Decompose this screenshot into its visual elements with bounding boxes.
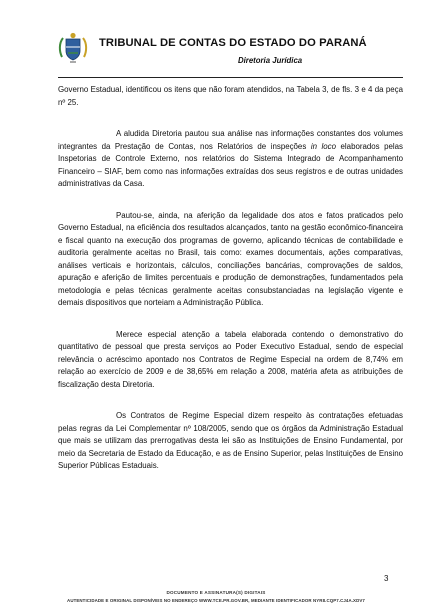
paragraph-1 [58, 128, 403, 191]
org-title: TRIBUNAL DE CONTAS DO ESTADO DO PARANÁ [99, 37, 367, 49]
footer-line-1: DOCUMENTO E ASSINATURA(S) DIGITAIS [166, 590, 266, 595]
document-header [58, 31, 398, 77]
paragraph-3: Merece especial atenção a tabela elaborada contendo o demonstrativo do quantitativo de pessoal que presta serviços ao Poder Executivo Estadual, sendo de especial relevância o acréscimo apontado nos Contratos de Regime Especial na ordem de 8,74% em relação ao exercício de 2009 e de 38,65% em relação a 2008, matéria afeta as atribuições de fiscalização desta Diretoria. [58, 329, 403, 389]
paragraph-1-text-b: elaborados pelas Inspetorias de Controle Externo, nos relatórios do Sistema Integrado de Acompanhamento Financeiro – SIAF, bem como nas informações extraídas dos seus registros e de outras unidades administrativas da Casa. [58, 141, 403, 188]
paragraph-4: Os Contratos de Regime Especial dizem respeito às contratações efetuadas pelas regras da Lei Complementar nº 108/2005, sendo que os órgãos da Administração Estadual que mais se utilizam das prerrogativas desta lei são as Instituições de Ensino Fundamental, por meio da Secretaria de Estado da Educação, e as de Ensino Superior, pelas Instituições de Ensino Superior Públicas Estaduais. [58, 411, 403, 470]
document-body [58, 84, 403, 473]
header-divider [58, 77, 403, 78]
paragraph-0: Governo Estadual, identificou os itens que não foram atendidos, na Tabela 3, de fls. 3 e 4 da peça nº 25. [58, 85, 403, 107]
footer-line-2: AUTENTICIDADE E ORIGINAL DISPONÍVEIS NO ENDEREÇO WWW.TCE.PR.GOV.BR, MEDIANTE IDENTIFICADOR NYR8.CQP7.CJ4A.XDV7 [67, 598, 365, 603]
paragraph-1-italic: in loco [310, 141, 336, 151]
page-number: 3 [384, 574, 389, 583]
department-name: Diretoria Jurídica [238, 56, 303, 65]
parana-coat-of-arms-icon [58, 31, 88, 65]
paragraph-1-text-a: A aludida Diretoria pautou sua análise nas informações constantes dos volumes integrantes da Prestação de Contas, nos Relatórios de inspeções [58, 129, 403, 151]
paragraph-2: Pautou-se, ainda, na aferição da legalidade dos atos e fatos praticados pelo Governo Estadual, na eficiência dos resultados alcançados, tanto na gestão econômico-financeira e fiscal quanto na execução dos programas de governo, aplicando técnicas de contabilidade e auditoria geralmente aceitas no Brasil, tais como: exames documentais, ações comparativas, análises verticais e horizontais, cálculos, conciliações bancárias, comprovações de saldos, apuração e aferição de limites percentuais e produção de demonstrações, fundamentados pela metodologia e pelas técnicas geralmente aceitas consubstanciadas na legislação vigente e demais dispositivos que norteiam a Administração Pública. [58, 210, 403, 307]
